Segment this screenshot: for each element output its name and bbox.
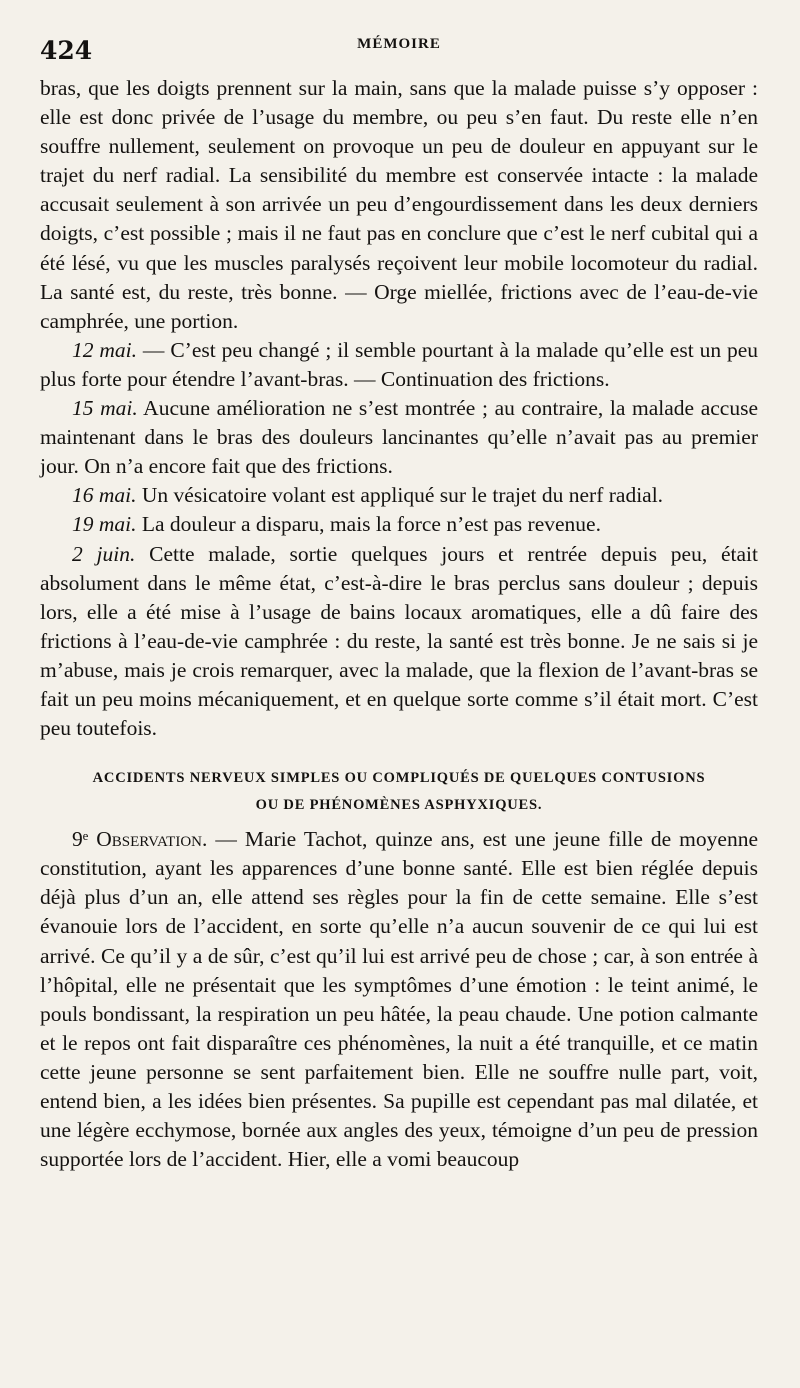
section-heading-line-1: ACCIDENTS NERVEUX SIMPLES OU COMPLIQUÉS DE QUELQUES CONTUSIONS bbox=[92, 770, 706, 787]
page-number: 424 bbox=[40, 36, 93, 65]
section-heading bbox=[40, 765, 758, 819]
paragraph-19-mai bbox=[40, 510, 758, 539]
body-text bbox=[40, 74, 758, 743]
entry-date: 19 mai. bbox=[72, 512, 137, 537]
section-heading-line-2: OU DE PHÉNOMÈNES ASPHYXIQUES. bbox=[255, 797, 543, 814]
paragraph-2-juin bbox=[40, 540, 758, 744]
paragraph-text: Aucune amélioration ne s’est montrée ; au contraire, la malade accuse maintenant dans le bras des douleurs lancinantes qu’elle n’avait pas au premier jour. On n’a encore fait que des frictions. bbox=[40, 396, 758, 479]
paragraph-12-mai bbox=[40, 336, 758, 394]
paragraph-text: bras, que les doigts prennent sur la main, sans que la malade puisse s’y opposer : elle est donc privée de l’usage du membre, ou peu s’en faut. Du reste elle n’en souffre nullement, seulement on provoque un peu de douleur en appuyant sur le trajet du nerf radial. La sensibilité du membre est conservée intacte : la malade accusait seulement à son arrivée un peu d’engourdissement dans les deux derniers doigts, c’est possible ; mais il ne faut pas en conclure que c’est le nerf cubital qui a été lésé, vu que les muscles paralysés reçoivent leur mobile locomoteur du radial. La santé est, du reste, très bonne. — Orge miellée, frictions avec de l’eau-de-vie camphrée, une portion. bbox=[40, 76, 758, 333]
entry-date: 15 mai. bbox=[72, 396, 138, 421]
entry-date: 2 juin. bbox=[72, 541, 136, 566]
paragraph-15-mai bbox=[40, 394, 758, 481]
observation-text bbox=[40, 825, 758, 1174]
paragraph-16-mai bbox=[40, 481, 758, 510]
observation-label: 9ᵉ Observation. bbox=[72, 827, 208, 852]
entry-date: 12 mai. bbox=[72, 337, 138, 362]
paragraph-text: — Marie Tachot, quinze ans, est une jeune fille de moyenne constitution, ayant les apparences d’une bonne santé. Elle est bien réglée depuis déjà plus d’un an, elle attend ses règles pour la fin de cette semaine. Elle s’est évanouie lors de l’accident, en sorte qu’elle n’a aucun souvenir de ce qui lui est arrivé. Ce qu’il y a de sûr, c’est qu’il lui est arrivé peu de chose ; car, à son entrée à l’hôpital, elle ne présentait que les symptômes d’une émotion : le teint animé, le pouls bondissant, la respiration un peu hâtée, la peau chaude. Une potion calmante et le repos ont fait disparaître ces phénomènes, la nuit a été tranquille, et ce matin cette jeune personne se sent parfaitement bien. Elle ne souffre nulle part, voit, entend bien, a les idées bien présentes. Sa pupille est cependant pas mal dilatée, et une légère ecchymose, bornée aux angles des yeux, témoigne d’un peu de pression supportée lors de l’accident. Hier, elle a vomi beaucoup bbox=[40, 827, 758, 1172]
paragraph-text: — C’est peu changé ; il semble pourtant à la malade qu’elle est un peu plus forte pour étendre l’avant-bras. — Continuation des frictions. bbox=[40, 337, 759, 391]
paragraph-continuation bbox=[40, 74, 758, 336]
paragraph-text: Un vésicatoire volant est appliqué sur le trajet du nerf radial. bbox=[136, 483, 664, 508]
running-head bbox=[40, 30, 758, 74]
paragraph-text: Cette malade, sortie quelques jours et rentrée depuis peu, était absolument dans le même état, c’est-à-dire le bras perclus sans douleur ; depuis lors, elle a été mise à l’usage de bains locaux aromatiques, elle a dû faire des frictions à l’eau-de-vie camphrée : du reste, la santé est très bonne. Je ne sais si je m’abuse, mais je crois remarquer, avec la malade, que la flexion de l’avant-bras se fait un peu moins mécaniquement, et en quelque sorte comme s’il était mort. C’est peu toutefois. bbox=[40, 541, 758, 741]
entry-date: 16 mai. bbox=[72, 483, 137, 508]
running-title: MÉMOIRE bbox=[357, 36, 441, 52]
paragraph-text: La douleur a disparu, mais la force n’est pas revenue. bbox=[136, 512, 601, 537]
paragraph-observation-9 bbox=[40, 825, 758, 1174]
